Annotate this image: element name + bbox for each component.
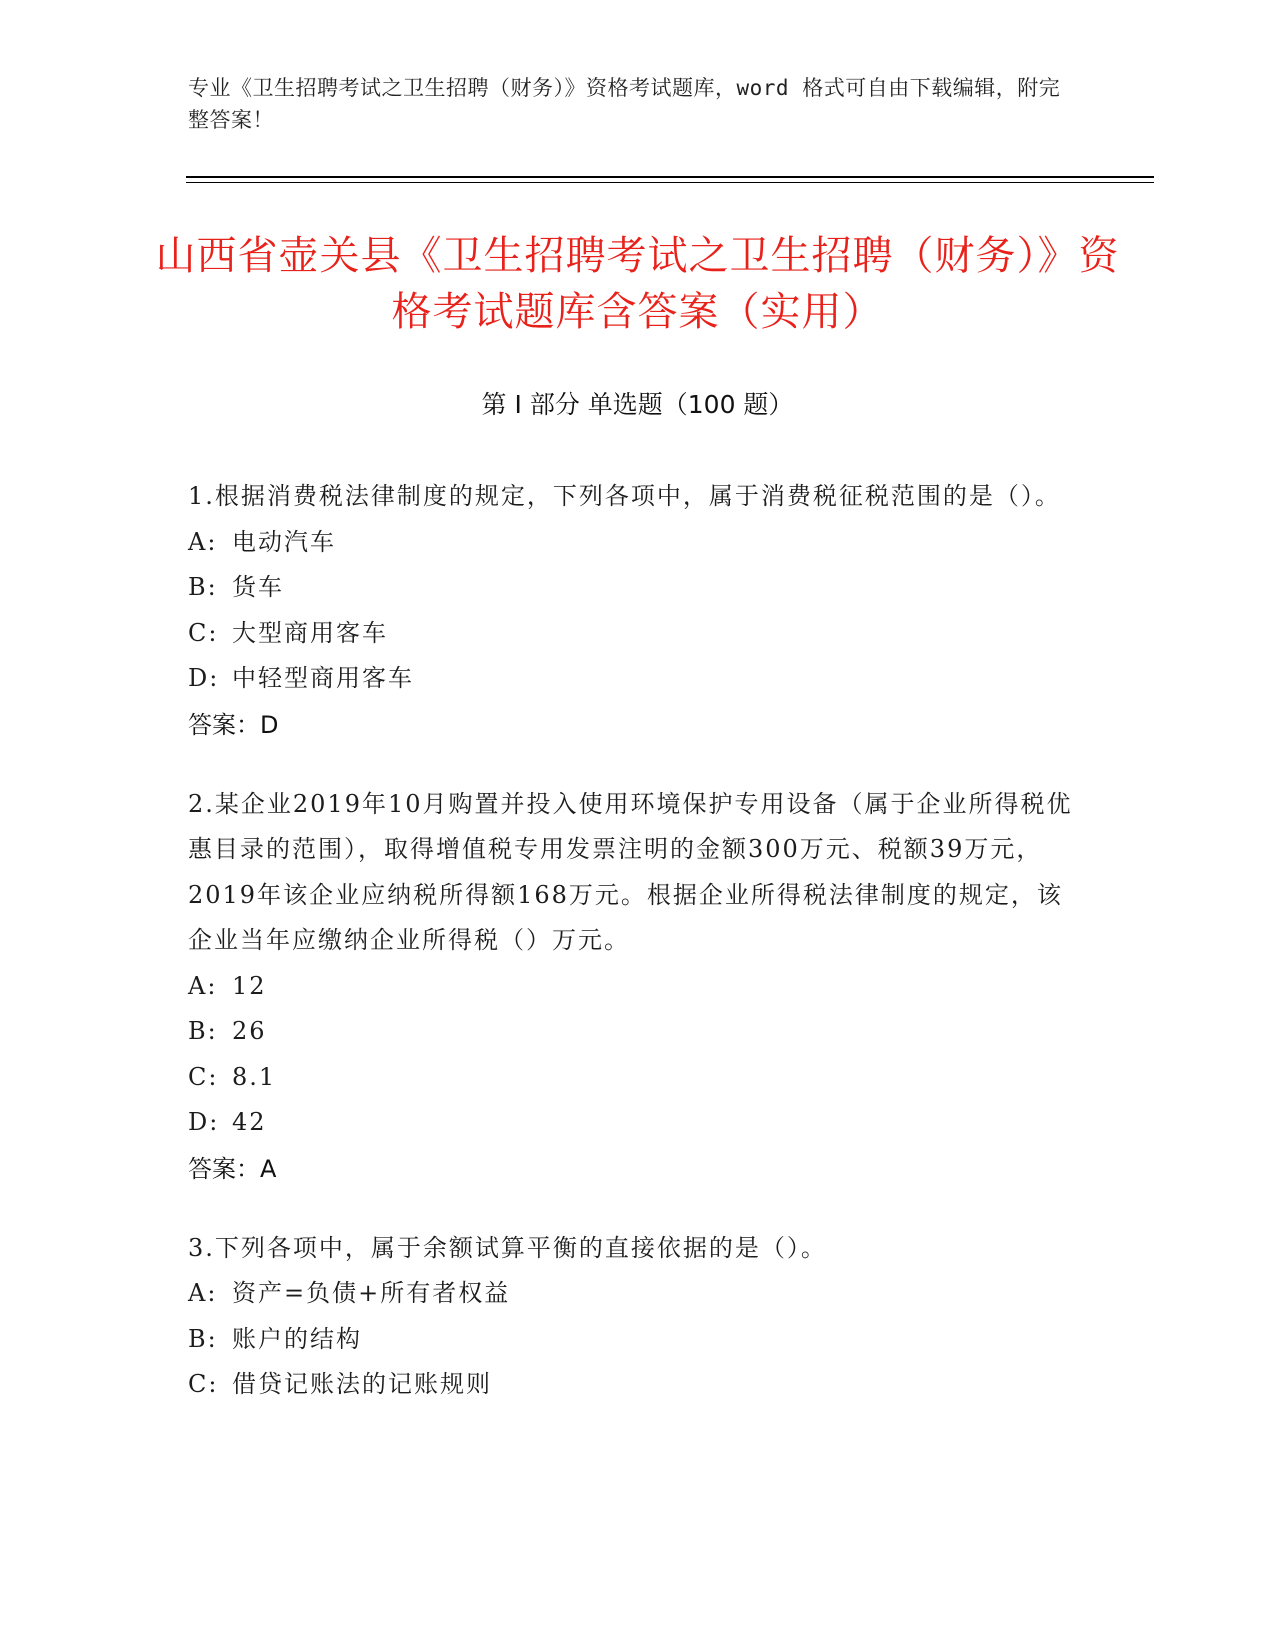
option-c [188, 1362, 1078, 1408]
option-b [188, 1009, 1078, 1055]
option-text: 借贷记账法的记账规则 [232, 1370, 492, 1398]
option-d [188, 1100, 1078, 1146]
option-a [188, 964, 1078, 1010]
option-text: 电动汽车 [232, 527, 336, 556]
option-key: B: [188, 1017, 218, 1045]
option-key: B: [188, 573, 218, 601]
option-a [188, 520, 1078, 566]
document-title: 山西省壶关县《卫生招聘考试之卫生招聘（财务）》资格考试题库含答案（实用） [155, 233, 1120, 335]
question-stem: 1.根据消费税法律制度的规定，下列各项中，属于消费税征税范围的是（）。 [188, 482, 1061, 510]
option-key: A: [188, 527, 218, 556]
option-b [188, 565, 1078, 611]
header-divider-thin [186, 182, 1154, 183]
option-key: D: [188, 1108, 220, 1136]
option-text: 账户的结构 [232, 1324, 362, 1353]
option-text: 大型商用客车 [232, 618, 388, 647]
header-divider-thick [186, 176, 1154, 178]
option-key: A: [188, 971, 218, 1000]
option-text: 货车 [232, 573, 284, 601]
option-text: 中轻型商用客车 [232, 664, 414, 692]
option-d [188, 656, 1078, 702]
option-key: C: [188, 1370, 219, 1398]
question-2 [188, 782, 1078, 1192]
header-note: 专业《卫生招聘考试之卫生招聘（财务）》资格考试题库，word 格式可自由下载编辑，附完整答案！ [188, 76, 1061, 132]
question-stem: 2.某企业2019年10月购置并投入使用环境保护专用设备（属于企业所得税优惠目录的范围），取得增值税专用发票注明的金额300万元、税额39万元，2019年该企业应纳税所得额168万元。根据企业所得税法律制度的规定，该企业当年应缴纳企业所得税（）万元。 [188, 789, 1073, 954]
option-text: 8.1 [232, 1062, 277, 1091]
option-c [188, 1055, 1078, 1101]
option-key: B: [188, 1324, 218, 1353]
question-list [188, 474, 1078, 1442]
option-key: C: [188, 618, 219, 647]
answer: 答案：A [188, 1154, 277, 1183]
question-stem: 3.下列各项中，属于余额试算平衡的直接依据的是（）。 [188, 1233, 827, 1262]
option-key: D: [188, 664, 220, 692]
option-text: 资产=负债+所有者权益 [232, 1279, 511, 1307]
option-c [188, 611, 1078, 657]
question-3 [188, 1226, 1078, 1408]
option-key: A: [188, 1279, 218, 1307]
option-text: 12 [232, 971, 267, 1000]
option-text: 42 [232, 1108, 267, 1136]
option-key: C: [188, 1062, 219, 1091]
answer: 答案：D [188, 710, 279, 739]
option-b [188, 1317, 1078, 1363]
option-a [188, 1271, 1078, 1317]
option-text: 26 [232, 1017, 267, 1045]
question-1 [188, 474, 1078, 748]
section-title: 第 I 部分 单选题（100 题） [481, 390, 794, 419]
